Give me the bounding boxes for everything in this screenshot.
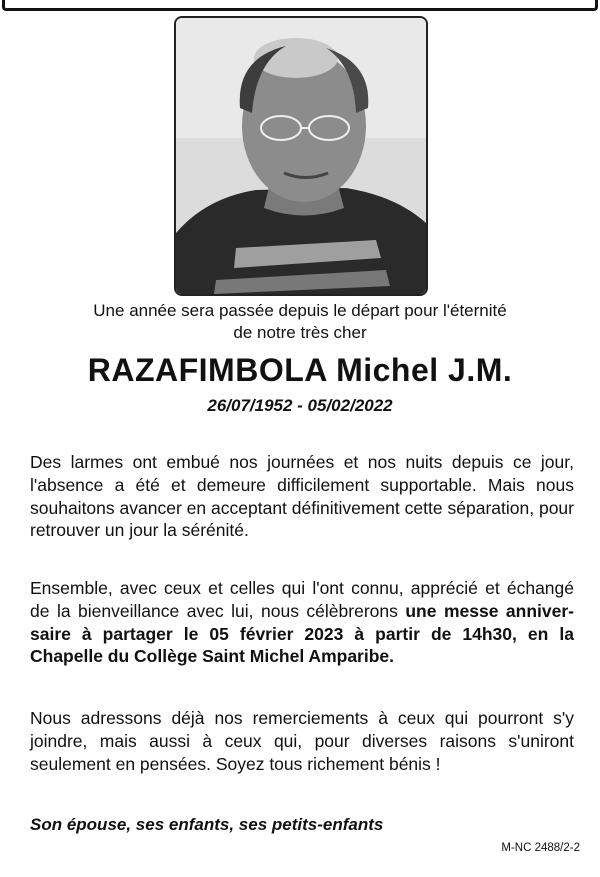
paragraph-mass-announcement: [30, 577, 574, 668]
paragraph-thanks-text: Nous adressons déjà nos remerciements à ceux qui pourront s'y joindre, mais aussi à ceux qui, pour diverses raisons s'uniront seulement en pensées. Soyez tous richement bénis !: [30, 708, 574, 774]
top-border-frame: [2, 0, 598, 11]
life-dates: 26/07/1952 - 05/02/2022: [207, 396, 393, 415]
deceased-name: RAZAFIMBOLA Michel J.M.: [87, 352, 513, 388]
paragraph-thanks: [30, 707, 574, 775]
paragraph-mass-text: Ensemble, avec ceux et celles qui l'ont connu, apprécié et échangé de la bienveillance avec lui, nous célèbrerons: [30, 578, 574, 621]
reference-code: M-NC 2488/2-2: [501, 842, 580, 854]
mass-details: une messe anniver-saire à partager le 05 février 2023 à partir de 14h30, en la Chapelle du Collège Saint Michel Amparibe.: [30, 600, 575, 667]
intro-line-2: de notre très cher: [233, 323, 367, 342]
paragraph-grief: [30, 451, 574, 542]
family-signature: Son épouse, ses enfants, ses petits-enfants: [30, 815, 384, 834]
paragraph-grief-text: Des larmes ont embué nos journées et nos nuits depuis ce jour, l'absence a été et demeure difficilement supportable. Mais nous souhaitons avancer en acceptant définitivement cette séparation, pour retrouver un jour la sérénité.: [30, 452, 574, 541]
portrait-photo: [174, 16, 428, 296]
intro-line-1: Une année sera passée depuis le départ pour l'éternité: [93, 301, 507, 320]
